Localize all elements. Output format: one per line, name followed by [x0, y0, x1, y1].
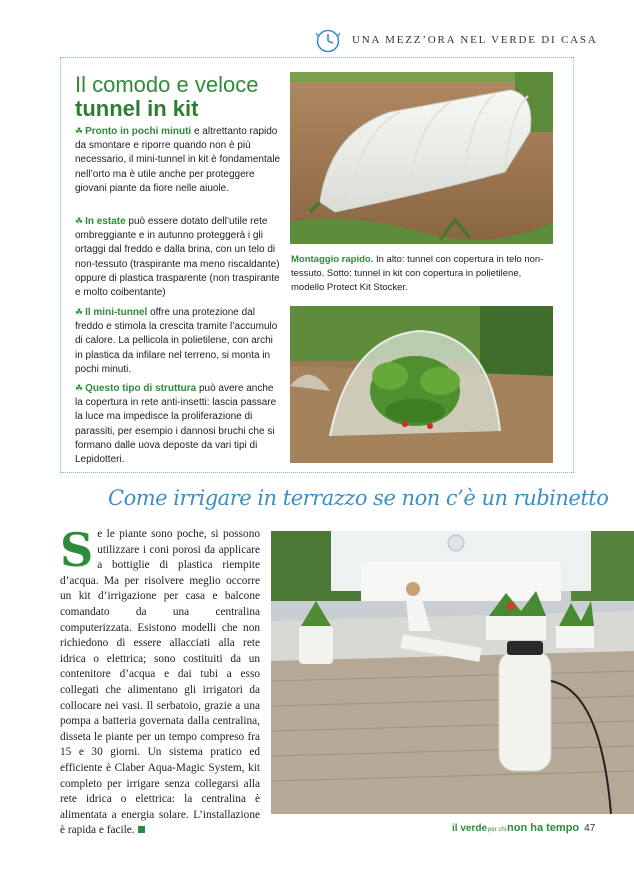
- article-body: Se le piante sono poche, si possono utilizzare i coni porosi da applicare a bottiglie di plastica riempite d’acqua. Ma per risolvere meglio occorre un kit d’irrigazione per casa e balcone comandato da una centralina computerizzata. Esistono modelli che non richiedono di essere allacciati alla rete idrica o elettrica; sono costituiti da un contenitore d’acqua e dai tubi a esso collegati che alimentano gli irrigatori da collocare nei vasi. Il serbatoio, grazie a una pompa a batteria governata dalla centralina, disseta le piante per un tempo compreso fra 15 e 30 giorni. Un sistema pratico ed efficiente è Claber Aqua-Magic System, kit completo per irrigare senza collegarsi alla rete idrica o elettrica: la centralina è alimentata a energia solare. L’installazione è rapida e facile.: [60, 523, 260, 837]
- kit-paragraph: ☘ Il mini-tunnel offre una protezione dal freddo e stimola la crescita tramite l’accumulo di calore. La pellicola in polietilene, con archi in plastica da infilare nel terreno, si monta in pochi minuti.: [75, 307, 278, 375]
- kit-paragraph: ☘ Pronto in pochi minuti e altrettanto rapido da smontare e riporre quando non è più necessario, il mini-tunnel in kit è fondamentale nell’orto ma è utile anche per proteggere giovani piante da fiore nelle aiuole.: [75, 126, 281, 194]
- photo-caption: Montaggio rapido. In alto: tunnel con copertura in telo non-tessuto. Sotto: tunnel in kit con copertura in polietilene, modello Protect Kit Stocker.: [291, 254, 544, 293]
- kit-box-title-line2: tunnel in kit: [75, 96, 199, 121]
- clock-icon: [315, 28, 341, 54]
- leaf-bullet-icon: ☘: [75, 307, 84, 317]
- terrace-photo: [271, 531, 634, 814]
- leaf-bullet-icon: ☘: [75, 126, 84, 136]
- kit-paragraph: ☘ In estate può essere dotato dell’utile rete ombreggiante e in autunno proteggerà i gli ortaggi dal freddo e dalla brina, con un telo di non-tessuto (traspirante ma meno riscaldante) oppure di plastica trasparente (non traspirante e molto coibentante): [75, 216, 280, 299]
- footer-brand: il verde: [452, 823, 488, 834]
- tunnel-plastic-photo: [290, 306, 553, 463]
- page-footer: il verdeper chinon ha tempo 47: [452, 822, 596, 834]
- article-title: Come irrigare in terrazzo se non c’è un rubinetto: [108, 486, 609, 510]
- dropcap: S: [60, 523, 94, 577]
- leaf-bullet-icon: ☘: [75, 383, 84, 393]
- page-number: 47: [584, 823, 596, 834]
- tunnel-fabric-photo: [290, 72, 553, 244]
- kit-box-title-line1: Il comodo e veloce: [75, 72, 259, 97]
- leaf-bullet-icon: ☘: [75, 216, 84, 226]
- end-mark-icon: [138, 826, 145, 833]
- kit-paragraph: ☘ Questo tipo di struttura può avere anche la copertura in rete anti-insetti: lascia passare la luce ma impedisce la proliferazione di parassiti, per esempio i dannosi bruchi che si formano dalle uova deposte da vari tipi di Lepidotteri.: [75, 383, 277, 466]
- section-header: UNA MEZZ’ORA NEL VERDE DI CASA: [352, 34, 598, 46]
